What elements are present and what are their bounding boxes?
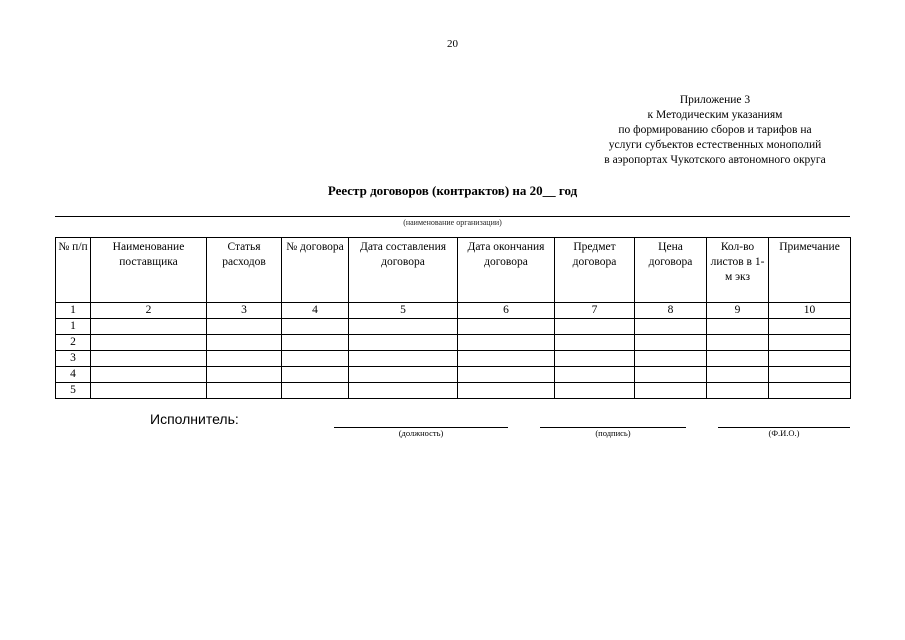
column-number: 5 xyxy=(349,303,458,319)
table-cell[interactable] xyxy=(707,335,769,351)
table-row xyxy=(56,383,851,399)
table-row xyxy=(56,351,851,367)
table-cell[interactable] xyxy=(458,367,555,383)
column-number: 9 xyxy=(707,303,769,319)
table-cell[interactable] xyxy=(207,367,282,383)
table-cell[interactable] xyxy=(458,335,555,351)
column-number: 8 xyxy=(635,303,707,319)
table-cell[interactable] xyxy=(635,367,707,383)
table-cell[interactable] xyxy=(282,319,349,335)
table-cell[interactable] xyxy=(207,335,282,351)
column-header: № п/п xyxy=(56,238,91,303)
table-cell[interactable] xyxy=(769,367,851,383)
column-number-row xyxy=(56,303,851,319)
page-number: 20 xyxy=(447,38,458,50)
table-cell[interactable] xyxy=(458,319,555,335)
row-number: 4 xyxy=(56,367,91,383)
table-cell[interactable] xyxy=(769,383,851,399)
table-cell[interactable] xyxy=(769,351,851,367)
table-cell[interactable] xyxy=(555,367,635,383)
table-cell[interactable] xyxy=(91,351,207,367)
table-cell[interactable] xyxy=(458,383,555,399)
column-number: 3 xyxy=(207,303,282,319)
column-header: Кол-во листов в 1-м экз xyxy=(707,238,769,303)
table-cell[interactable] xyxy=(769,319,851,335)
table-cell[interactable] xyxy=(91,319,207,335)
table-cell[interactable] xyxy=(458,351,555,367)
column-header: № договора xyxy=(282,238,349,303)
table-cell[interactable] xyxy=(707,351,769,367)
table-cell[interactable] xyxy=(555,351,635,367)
executor-label: Исполнитель: xyxy=(150,411,239,427)
table-header-row xyxy=(56,238,851,303)
column-number: 6 xyxy=(458,303,555,319)
column-number: 1 xyxy=(56,303,91,319)
row-number: 2 xyxy=(56,335,91,351)
table-cell[interactable] xyxy=(282,367,349,383)
table-cell[interactable] xyxy=(282,335,349,351)
column-header: Предмет договора xyxy=(555,238,635,303)
appendix-block xyxy=(560,93,870,168)
column-number: 4 xyxy=(282,303,349,319)
signature-caption: (подпись) xyxy=(595,428,631,438)
table-cell[interactable] xyxy=(91,335,207,351)
table-cell[interactable] xyxy=(207,351,282,367)
table-cell[interactable] xyxy=(707,319,769,335)
table-cell[interactable] xyxy=(635,351,707,367)
table-cell[interactable] xyxy=(349,367,458,383)
column-header: Наименование поставщика xyxy=(91,238,207,303)
column-header: Дата окончания договора xyxy=(458,238,555,303)
table-cell[interactable] xyxy=(635,335,707,351)
appendix-line: Приложение 3 xyxy=(679,94,751,106)
table-row xyxy=(56,319,851,335)
column-number: 10 xyxy=(769,303,851,319)
organization-caption: (наименование организации) xyxy=(403,218,502,227)
table-cell[interactable] xyxy=(91,367,207,383)
document-title: Реестр договоров (контрактов) на 20__ год xyxy=(327,183,578,198)
column-header: Примечание xyxy=(769,238,851,303)
table-cell[interactable] xyxy=(282,383,349,399)
table-cell[interactable] xyxy=(635,319,707,335)
table-cell[interactable] xyxy=(207,319,282,335)
appendix-line: по формированию сборов и тарифов на xyxy=(618,124,812,136)
table-cell[interactable] xyxy=(635,383,707,399)
table-row xyxy=(56,367,851,383)
appendix-line: в аэропортах Чукотского автономного округа xyxy=(604,154,826,166)
column-number: 2 xyxy=(91,303,207,319)
table-cell[interactable] xyxy=(555,335,635,351)
appendix-line: услуги субъектов естественных монополий xyxy=(608,139,822,151)
name-caption: (Ф.И.О.) xyxy=(768,428,800,438)
table-cell[interactable] xyxy=(555,319,635,335)
column-header: Дата составления договора xyxy=(349,238,458,303)
column-number: 7 xyxy=(555,303,635,319)
row-number: 5 xyxy=(56,383,91,399)
row-number: 3 xyxy=(56,351,91,367)
table-cell[interactable] xyxy=(769,335,851,351)
table-cell[interactable] xyxy=(349,383,458,399)
row-number: 1 xyxy=(56,319,91,335)
contracts-registry-table xyxy=(55,237,851,399)
column-header: Статья расходов xyxy=(207,238,282,303)
table-cell[interactable] xyxy=(349,335,458,351)
table-cell[interactable] xyxy=(207,383,282,399)
table-cell[interactable] xyxy=(282,351,349,367)
table-cell[interactable] xyxy=(707,383,769,399)
organization-name-line xyxy=(55,216,850,217)
table-cell[interactable] xyxy=(707,367,769,383)
table-cell[interactable] xyxy=(349,351,458,367)
appendix-line: к Методическим указаниям xyxy=(647,109,783,121)
table-cell[interactable] xyxy=(555,383,635,399)
position-caption: (должность) xyxy=(398,428,444,438)
table-cell[interactable] xyxy=(91,383,207,399)
table-cell[interactable] xyxy=(349,319,458,335)
column-header: Цена договора xyxy=(635,238,707,303)
table-row xyxy=(56,335,851,351)
